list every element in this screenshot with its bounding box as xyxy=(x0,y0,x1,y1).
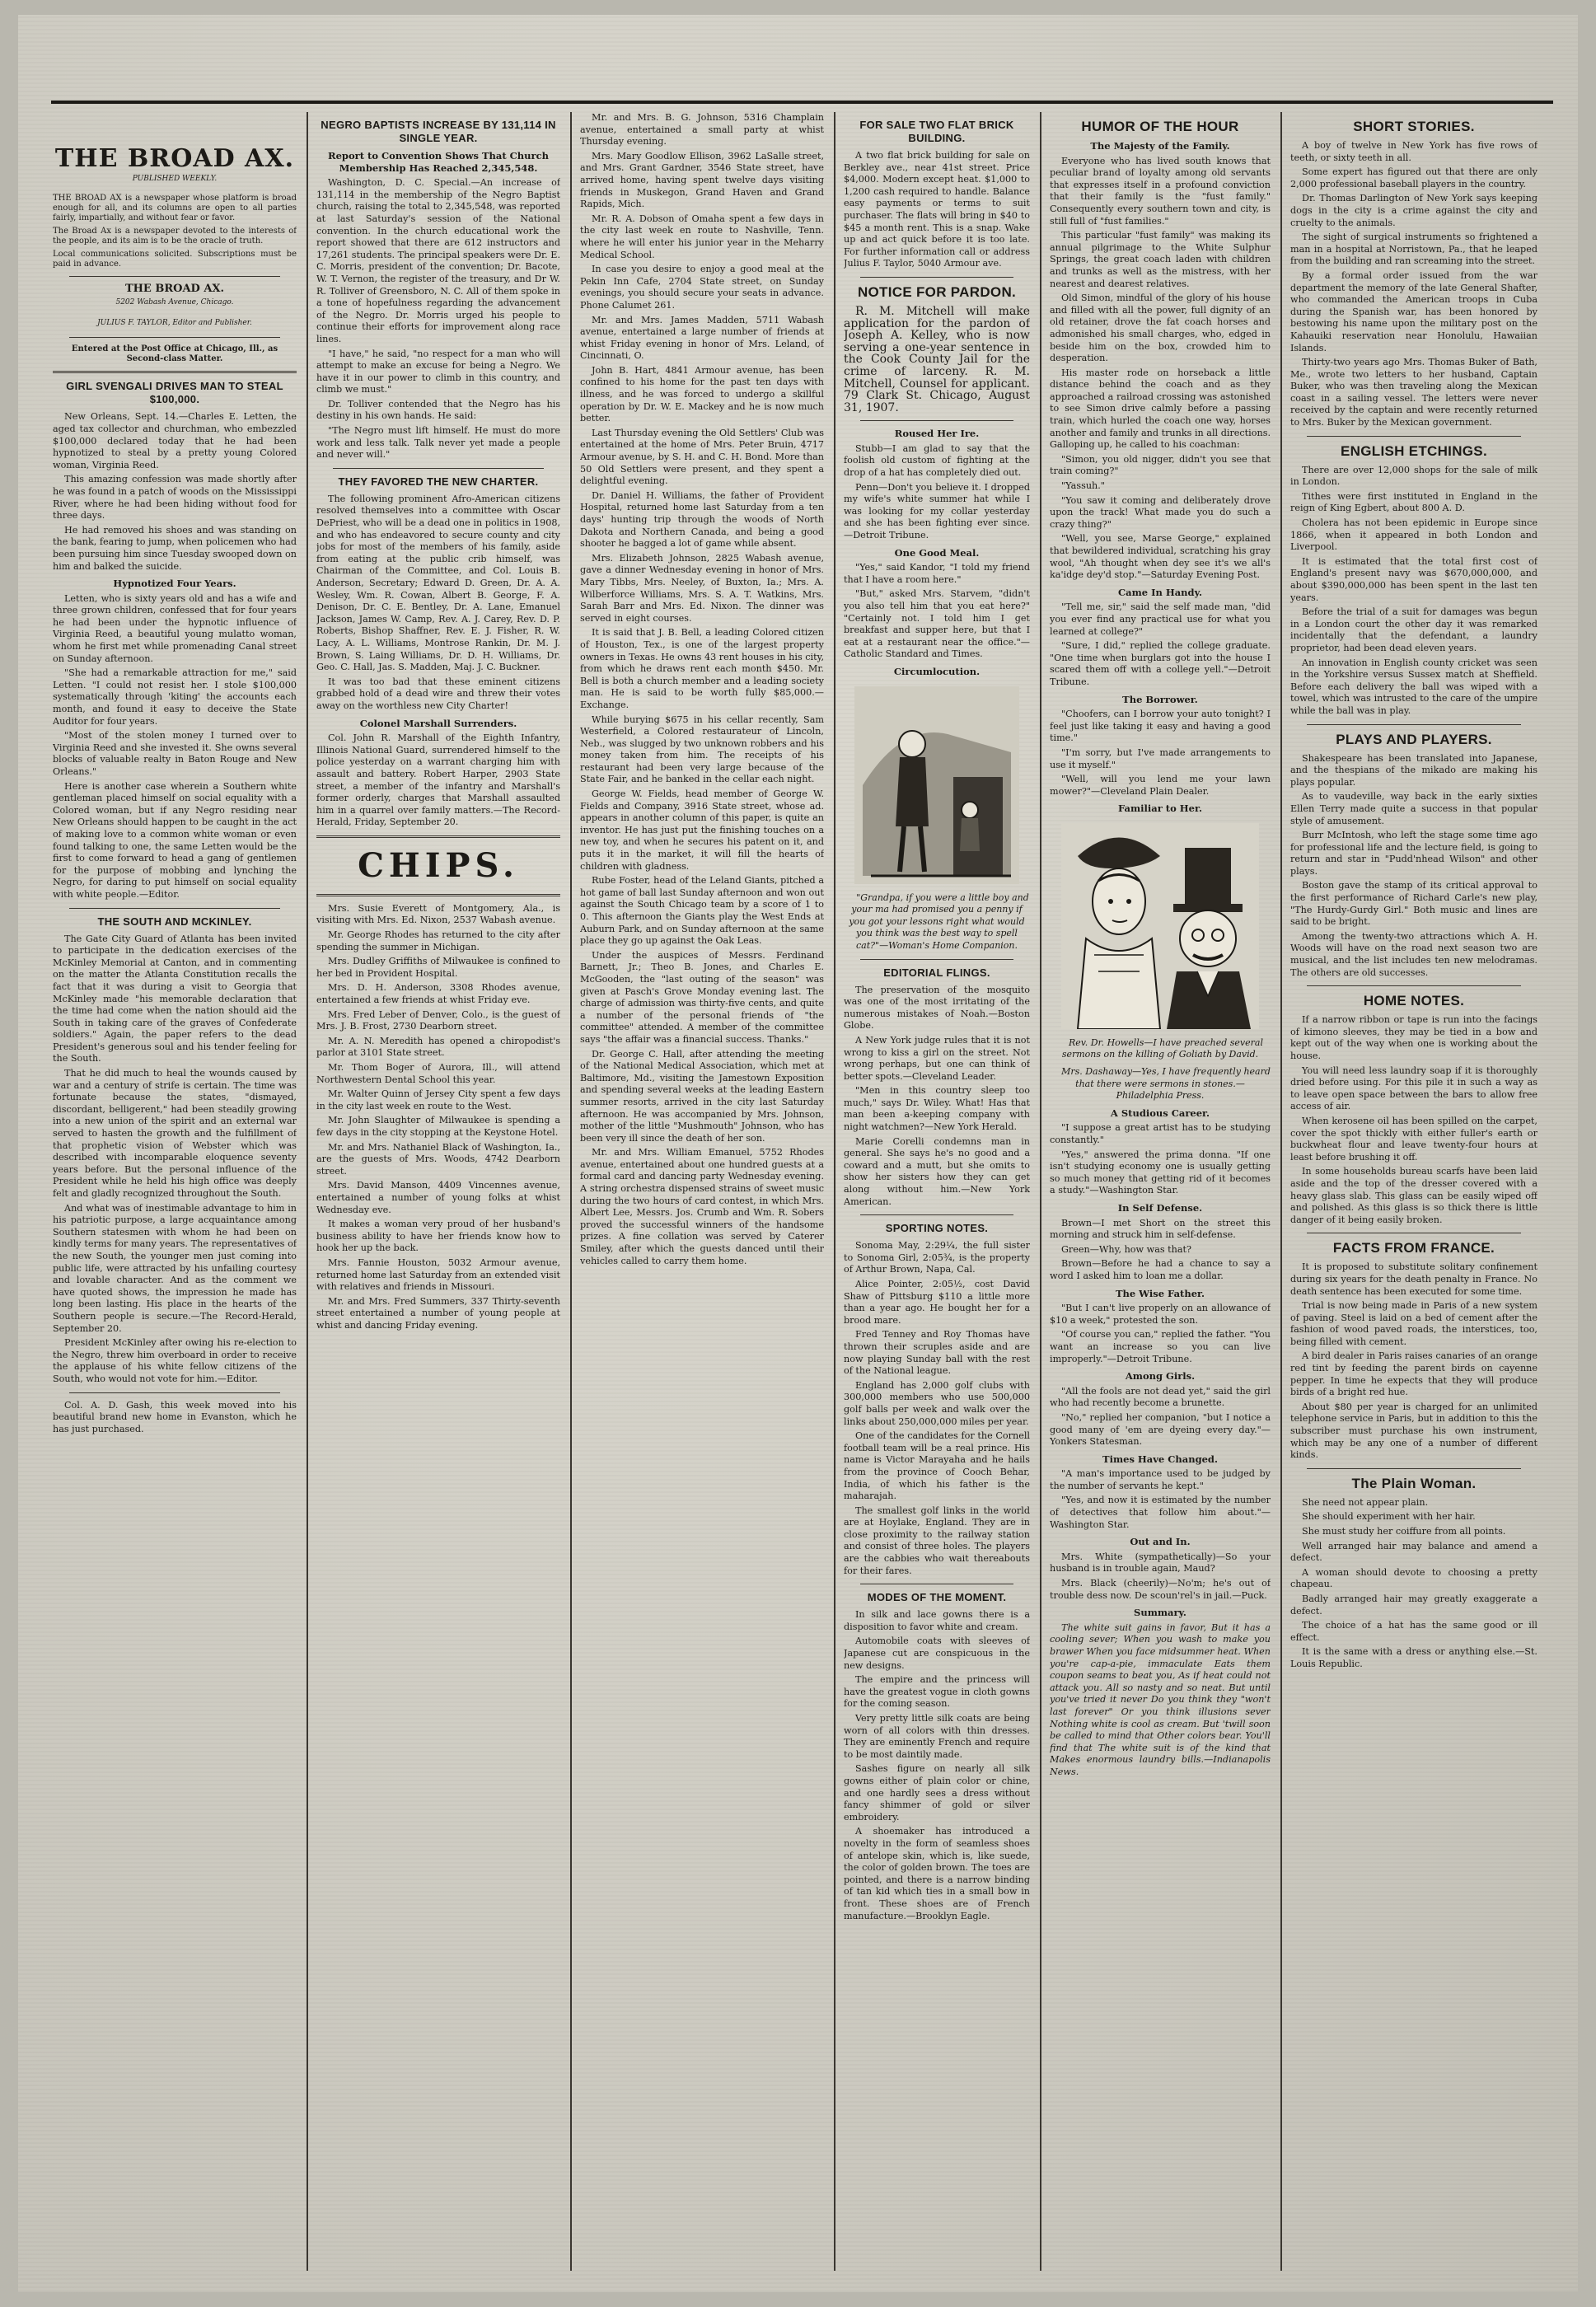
masthead-publisher: JULIUS F. TAYLOR, Editor and Publisher. xyxy=(97,318,252,327)
paragraph: That he did much to heal the wounds caused by war and a century of strife is certain. The time was fortunate because the states, "dismayed, discordant, belligerent," had been steadily growing into a new union of the spirit and an external war served to hasten the growth and the fulfillment of that prophetic vision of Webster which was described with incomparable eloquence seventy years before. But the personal influence of the President while he held his high office was deeply felt and gladly recognized throughout the South. xyxy=(53,1068,297,1199)
paragraph: Mrs. Susie Everett of Montgomery, Ala., is visiting with Mrs. Ed. Nixon, 2537 Wabash avenue. xyxy=(316,902,560,926)
paragraph: "She had a remarkable attraction for me," said Letten. "I could not resist her. I stole $100,000 systematically through 'kiting' the accounts each month, and found it easy to deceive the State Auditor for four years. xyxy=(53,667,297,727)
paragraph: Fred Tenney and Roy Thomas have thrown their scruples aside and are now playing Sunday ball with the rest of the National league. xyxy=(844,1329,1030,1377)
subheading: Roused Her Ire. xyxy=(894,428,980,440)
paragraph: Here is another case wherein a Southern white gentleman placed himself on social equality with a Colored woman, but if any Negro residing near New Orleans should happen to be caught in the act of making love to a common white woman or even found talking to one, the same Letten would be the first to come forward to head a gang of gentlemen for the purpose of mobbing and lynching the Negro, for daring to put himself on social equality with white people.—Editor. xyxy=(53,780,297,900)
paragraph: "A man's importance used to be judged by the number of servants he kept." xyxy=(1050,1468,1271,1491)
paragraph: Mr. George Rhodes has returned to the city after spending the summer in Michigan. xyxy=(316,929,560,952)
paragraph: Mrs. D. H. Anderson, 3308 Rhodes avenue, entertained a few friends at whist Friday eve. xyxy=(316,982,560,1006)
paragraph: Mr. and Mrs. B. G. Johnson, 5316 Champlain avenue, entertained a small party at whist Thursday evening. xyxy=(580,112,824,147)
subheading: Hypnotized Four Years. xyxy=(113,578,236,590)
paragraph: When kerosene oil has been spilled on the carpet, cover the spot thickly with either fuller's earth or buckwheat flour and leave twenty-four hours at least before brushing it off. xyxy=(1290,1115,1537,1163)
paragraph: The choice of a hat has the same good or ill effect. xyxy=(1290,1620,1537,1643)
headline: NEGRO BAPTISTS INCREASE BY 131,114 IN SINGLE YEAR. xyxy=(321,119,556,144)
paragraph: Green—Why, how was that? xyxy=(1061,1243,1192,1255)
paragraph: The empire and the princess will have the greatest vogue in cloth gowns for the coming season. xyxy=(844,1674,1030,1710)
paragraph: Mr. and Mrs. Fred Summers, 337 Thirty-seventh street entertained a number of young people at whist and dancing Friday evening. xyxy=(316,1295,560,1331)
paragraph: While burying $675 in his cellar recently, Sam Westerfield, a Colored restaurateur of Lincoln, Neb., was slugged by two unknown robbers and his money taken from him. The receipts of his restaurant had been very large because of the State Fair, and he banked in the cellar each night. xyxy=(580,714,824,785)
top-rule xyxy=(51,101,1553,104)
cartoon-caption: Rev. Dr. Howells—I have preached several sermons on the killing of Goliath by David. xyxy=(1061,1037,1263,1060)
paragraph: New Orleans, Sept. 14.—Charles E. Letten, the aged tax collector and churchman, who embezzled $100,000 declared today that he had been hypnotized to steal by a pretty young Colored woman, Virginia Reed. xyxy=(53,411,297,470)
paragraph: England has 2,000 golf clubs with 300,000 members who use 500,000 golf balls per week and walk over the links about 250,000,000 miles per year. xyxy=(844,1379,1030,1427)
paragraph: It was too bad that these eminent citizens grabbed hold of a dead wire and threw their votes away on the worthless new City Charter! xyxy=(316,676,560,711)
paragraph: Boston gave the stamp of its critical approval to the first performance of Richard Carle's new play, "The Hurdy-Gurdy Girl." Both music and lines are said to be bright. xyxy=(1290,880,1537,928)
paragraph: She need not appear plain. xyxy=(1302,1496,1429,1508)
paragraph: Among the twenty-two attractions which A. H. Woods will have on the road next season two are musical, and the list includes ten new melodramas. The others are old successes. xyxy=(1290,930,1537,978)
headline: MODES OF THE MOMENT. xyxy=(867,1591,1007,1604)
paragraph: Shakespeare has been translated into Japanese, and the thespians of the mikado are making his plays popular. xyxy=(1290,752,1537,788)
paragraph: It is the same with a dress or anything else.—St. Louis Republic. xyxy=(1290,1646,1537,1669)
headline: HOME NOTES. xyxy=(1363,993,1465,1009)
paragraph: Col. A. D. Gash, this week moved into his beautiful brand new home in Evanston, which he has just purchased. xyxy=(53,1399,297,1434)
paragraph: "Yes," said Kandor, "I told my friend that I have a room here." xyxy=(844,562,1030,585)
paragraph: "But," asked Mrs. Starvem, "didn't you also tell him that you eat here?" "Certainly not. I told him I get breakfast and supper here, but that I eat at a restaurant near the office."—Catholic Standard and Times. xyxy=(844,588,1030,660)
subheading: Familiar to Her. xyxy=(1118,803,1202,815)
headline: HUMOR OF THE HOUR xyxy=(1081,119,1239,134)
subheading: Report to Convention Shows That Church Membership Has Reached 2,345,548. xyxy=(328,150,549,174)
paragraph: She must study her coiffure from all points. xyxy=(1302,1526,1506,1537)
paragraph: Tithes were first instituted in England in the reign of King Egbert, about 800 A. D. xyxy=(1290,490,1537,514)
masthead-subtitle: PUBLISHED WEEKLY. xyxy=(132,175,218,183)
subheading: Circumlocution. xyxy=(893,665,981,677)
headline: THE SOUTH AND MCKINLEY. xyxy=(97,915,252,928)
paragraph: Automobile coats with sleeves of Japanese cut are conspicuous in the new designs. xyxy=(844,1635,1030,1671)
paragraph: Well arranged hair may balance and amend a defect. xyxy=(1290,1540,1537,1564)
paragraph: An innovation in English county cricket was seen in the Yorkshire versus Sussex match at Sheffield. Before each delivery the ball was wiped with a towel, which was intrusted to the care of the umpire while the ball was in play. xyxy=(1290,657,1537,716)
subheading: Out and In. xyxy=(1130,1536,1191,1548)
paragraph: "I suppose a great artist has to be studying constantly." xyxy=(1050,1122,1271,1146)
paragraph: In silk and lace gowns there is a disposition to favor white and cream. xyxy=(844,1609,1030,1632)
paragraph: Dr. George C. Hall, after attending the meeting of the National Medical Association, which met at Baltimore, Md., visiting the Jamestown Exposition and spending several weeks at the leading Eastern summer resorts, arrived in the city last Saturday afternoon. He was accompanied by Mrs. Johnson, mother of the little "Mushmouth" Johnson, who has been very ill since the death of her son. xyxy=(580,1048,824,1144)
paragraph: Mr. and Mrs. Nathaniel Black of Washington, Ia., are the guests of Mrs. Woods, 4742 Dearborn street. xyxy=(316,1141,560,1177)
paragraph: A bird dealer in Paris raises canaries of an orange red tint by feeding the parent birds on cayenne pepper. In time he expects that they will produce birds of a bright red hue. xyxy=(1290,1350,1537,1398)
paragraph: Dr. Daniel H. Williams, the father of Provident Hospital, returned home last Saturday from a ten days' hunting trip through the woods of North Dakota and Northern Canada, and being a good shooter he bagged a lot of game while absent. xyxy=(580,489,824,550)
masthead-notice: THE BROAD AX is a newspaper whose platform is broad enough for all, and its columns are open to all parties fairly, impartially, and without fear or favor. xyxy=(53,193,297,222)
paragraph: It makes a woman very proud of her husband's business ability to have her friends know how to hook her up the back. xyxy=(316,1219,560,1254)
paragraph: Cholera has not been epidemic in Europe since 1866, when it appeared in both London and Liverpool. xyxy=(1290,517,1537,553)
column-1 xyxy=(53,112,297,2271)
paragraph: Before the trial of a suit for damages was begun in a London court the other day it was remarked incidentally that the defendant, a laundry proprietor, had been dead eleven years. xyxy=(1290,606,1537,653)
paragraph: "But I can't live properly on an allowance of $10 a week," protested the son. xyxy=(1050,1303,1271,1326)
headline: GIRL SVENGALI DRIVES MAN TO STEAL $100,000. xyxy=(66,380,283,406)
headline: EDITORIAL FLINGS. xyxy=(883,966,990,979)
column-2 xyxy=(316,112,560,2271)
paragraph: This particular "fust family" was making its annual pilgrimage to the White Sulphur Springs, the great coach laden with children and trunks as well as the mistress, with her nearest and dearest relatives. xyxy=(1050,230,1271,289)
poem: The white suit gains in favor, But it has a cooling sever; When you wash to make you brawer When you face midsummer heat. When you're cap-a-pie, immaculate Eats them coupon seams to beat you, As if heat could not attack you. All so nasty and so neat. But until you've tried it never Do you think they "won't last forever" Or you think illusions sever Nothing white is cool as cream. But 'twill soon be called to mind that Other colors bear. You'll find that The white suit is of the kind that Makes enormous laundry bills.—Indianapolis News. xyxy=(1050,1621,1271,1777)
chips-heading: CHIPS. xyxy=(358,845,519,885)
illustration-caption: "Grandpa, if you were a little boy and your ma had promised you a penny if you got your lessons right what would you think was the best way to spell cat?"—Woman's Home Companion. xyxy=(849,891,1029,951)
paragraph: Mr. Thom Boger of Aurora, Ill., will attend Northwestern Dental School this year. xyxy=(316,1062,560,1085)
paragraph: Col. John R. Marshall of the Eighth Infantry, Illinois National Guard, surrendered himself to the police yesterday on a warrant charging him with assault and battery. Robert Harper, 2903 State street, a member of the infantry and Marshall's former orderly, charges that Marshall assaulted him in a quarrel over family matters.—The Record-Herald, Friday, September 20. xyxy=(316,732,560,828)
masthead-entered: Entered at the Post Office at Chicago, Ill., as Second-class Matter. xyxy=(71,344,278,364)
paragraph: His master rode on horseback a little distance behind the coach and as they approached a railroad crossing was astonished to see Simon drive calmly before a passing train, which hurled the coach one way, horses another and family and trunks in all directions. Galloping up, he called to his coachman: xyxy=(1050,367,1271,451)
paragraph: Mrs. Mary Goodlow Ellison, 3962 LaSalle street, and Mrs. Grant Gardner, 3546 State street, have arrived home, having spent twelve days visiting friends in Muskegon, Grand Haven and Grand Rapids, Mich. xyxy=(580,150,824,210)
paragraph: Mrs. David Manson, 4409 Vincennes avenue, entertained a number of young folks at whist Wednesday eve. xyxy=(316,1180,560,1215)
paragraph: Badly arranged hair may greatly exaggerate a defect. xyxy=(1290,1593,1537,1617)
headline: FOR SALE TWO FLAT BRICK BUILDING. xyxy=(859,119,1014,144)
paragraph: He had removed his shoes and was standing on the bank, fearing to jump, when policemen who had been pursuing him since Tuesday swooped down on him and balked the suicide. xyxy=(53,524,297,572)
paragraph: "Choofers, can I borrow your auto tonight? I feel just like taking it easy and having a good time." xyxy=(1050,709,1271,744)
paragraph: "No," replied her companion, "but I notice a good many of 'em are dyeing every day."—Yonkers Statesman. xyxy=(1050,1411,1271,1448)
paragraph: Mr. R. A. Dobson of Omaha spent a few days in the city last week en route to Nashville, Tenn. where he will enter his junior year in the Meharry Medical School. xyxy=(580,213,824,260)
paragraph: Brown—Before he had a chance to say a word I asked him to loan me a dollar. xyxy=(1050,1258,1271,1281)
paragraph: President McKinley after owing his re-election to the Negro, threw him overboard in order to receive the applause of his white fellow citizens of the South, who would not vote for him.—Editor. xyxy=(53,1337,297,1384)
masthead-title: THE BROAD AX. xyxy=(54,144,295,173)
column-5 xyxy=(1050,112,1271,2271)
subheading: The Borrower. xyxy=(1122,693,1198,705)
grandpa-illustration xyxy=(854,686,1019,884)
column-6 xyxy=(1290,112,1537,2271)
paragraph: A shoemaker has introduced a novelty in the form of seamless shoes of antelope skin, which is, like suede, the color of golden brown. The toes are pointed, and there is a narrow binding of tan kid which ties in a small bow in front. These shoes are of French manufacture.—Brooklyn Eagle. xyxy=(844,1826,1030,1921)
subheading: Came In Handy. xyxy=(1118,586,1202,598)
paragraph: Very pretty little silk coats are being worn of all colors with thin dresses. They are eminently French and require to be most daintily made. xyxy=(844,1713,1030,1760)
paragraph: Burr McIntosh, who left the stage some time ago for professional life and the lecture field, is going to return and star in "Pudd'nhead Wilson" and other plays. xyxy=(1290,830,1537,877)
paragraph: Mr. and Mrs. William Emanuel, 5752 Rhodes avenue, entertained about one hundred guests at a formal card and dancing party Wednesday evening. A string orchestra dispensed strains of sweet music during the two hours of card contest, in which Mrs. Albert Lee, Messrs. Jos. Crumb and Wm. R. Sobers proved the successful winners of the handsome prizes. A fine collation was served by Caterer Smiley, after which the guests danced until their vehicles called to carry them home. xyxy=(580,1147,824,1266)
subheading: Colonel Marshall Surrenders. xyxy=(359,717,517,729)
subheading: The Wise Father. xyxy=(1115,1287,1205,1299)
paragraph: Penn—Don't you believe it. I dropped my wife's white summer hat while I was looking for my collar yesterday and she has been fighting ever since. —Detroit Tribune. xyxy=(844,481,1030,541)
paragraph: Letten, who is sixty years old and has a wife and three grown children, confessed that for four years he had been under the hypnotic influence of Virginia Reed, a beautiful young mulatto woman, whom he first met while promenading Canal street on Sunday afternoon. xyxy=(53,592,297,664)
paragraph: "Sure, I did," replied the college graduate. "One time when burglars got into the house I scared them off with a college yell."—Detroit Tribune. xyxy=(1050,640,1271,687)
paragraph: "Simon, you old nigger, didn't you see that train coming?" xyxy=(1050,453,1271,477)
subheading: The Majesty of the Family. xyxy=(1090,140,1230,152)
paragraph: A New York judge rules that it is not wrong to kiss a girl on the street. Not wrong perhaps, but one can think of better spots.—Cleveland Leader. xyxy=(844,1034,1030,1082)
paragraph: R. M. Mitchell will make application for the pardon of Joseph A. Kelley, who is now serving a one-year sentence in the Cook County Jail for the crime of larceny. R. M. Mitchell, Counsel for applicant. 79 Clark St. Chicago, August 31, 1907. xyxy=(844,304,1030,414)
subheading: Summary. xyxy=(1134,1607,1186,1619)
paragraph: "The Negro must lift himself. He must do more work and less talk. Talk never yet made a people and never will." xyxy=(316,425,560,461)
paragraph: Under the auspices of Messrs. Ferdinand Barnett, Jr.; Theo B. Jones, and Charles E. McGooden, the "last outing of the season" was given at Pasch's Grove Monday evening last. The charge of admission was thirty-five cents, and quite a number of the personal friends of "the committee" attended. A member of the committee says "the affair was a financial success. Thanks." xyxy=(580,949,824,1045)
paragraph: In some households bureau scarfs have been laid aside and the top of the dresser covered with a heavy glass slab. This glass can be easily wiped off and polished. As this glass is so thick there is little danger of it being easily broken. xyxy=(1290,1166,1537,1225)
masthead-notice: The Broad Ax is a newspaper devoted to the interests of the people, and its aim is to be the oracle of truth. xyxy=(53,226,297,246)
paragraph: "Yassuh." xyxy=(1061,480,1105,492)
subheading: A Studious Career. xyxy=(1110,1107,1210,1119)
paragraph: Mr. A. N. Meredith has opened a chiropodist's parlor at 3101 State street. xyxy=(316,1035,560,1059)
paragraph: By a formal order issued from the war department the memory of the late General Shafter, who commanded the American troops in Cuba during the Spanish war, has been honored by bestowing his name upon the military post on the Kahauiki reservation near Honolulu, Hawaiian Islands. xyxy=(1290,269,1537,353)
paragraph: There are over 12,000 shops for the sale of milk in London. xyxy=(1290,464,1537,488)
paragraph: "Of course you can," replied the father. "You want an increase so you can live improperly."—Detroit Tribune. xyxy=(1050,1329,1271,1364)
paragraph: It is proposed to substitute solitary confinement during six years for the death penalty in France. No death sentence has been executed for some time. xyxy=(1290,1261,1537,1297)
paragraph: It is said that J. B. Bell, a leading Colored citizen of Houston, Tex., is one of the largest property owners in Texas. He owns 43 rent houses in his city, from which he draws rent each month $450. Mr. Bell is both a church member and a leading society man. He is said to be worth fully $85,000.—Exchange. xyxy=(580,627,824,710)
paragraph: Some expert has figured out that there are only 2,000 professional baseball players in the country. xyxy=(1290,166,1537,190)
subheading: In Self Defense. xyxy=(1117,1202,1203,1214)
paragraph: "Well, will you lend me your lawn mower?"—Cleveland Plain Dealer. xyxy=(1050,774,1271,797)
newspaper-page xyxy=(18,15,1578,2292)
paragraph: Thirty-two years ago Mrs. Thomas Buker of Bath, Me., wrote two letters to her husband, Captain Buker, who was then traveling along the Mexican coast in a sailing vessel. The letters were never received by the captain and were recently returned to Mrs. Buker by the Mexican government. xyxy=(1290,357,1537,428)
paragraph: The Gate City Guard of Atlanta has been invited to participate in the dedication exercises of the McKinley Memorial at Canton, and in commenting on the matter the Atlanta Constitution recalls the fact that it was during a visit to Georgia that McKinley made "his memorable declaration that the time had come when the nation should aid the South in taking care of the graves of Confederate soldiers." Again, the paper refers to the dead President's generous soul and his tender feeling for the South. xyxy=(53,933,297,1065)
paragraph: It is estimated that the total first cost of England's present navy was $670,000,000, and about $390,000,000 has been spent in the last ten years. xyxy=(1290,555,1537,603)
paragraph: And what was of inestimable advantage to him in his patriotic purpose, a large acquaintance among Southern statesmen with whom he had been on kindly terms for many years. The representatives of the new South, the younger men just coming into public life, were attracted by his unfailing courtesy and lovable character. And as the comment we have quoted shows, the impression he made has long been lasting. His place in the hearts of the Southern people is secure.—The Record-Herald, September 20. xyxy=(53,1202,297,1334)
paragraph: George W. Fields, head member of George W. Fields and Company, 3916 State street, whose ad. appears in another column of this paper, is quite an inventor. He has just put the finishing touches on a new toy, and when he secures his patent on it, and puts it in the market, it will fill the hearts of children with gladness. xyxy=(580,788,824,872)
paragraph: This amazing confession was made shortly after he was found in a patch of woods on the Mississippi River, where he had been hiding without food for three days. xyxy=(53,474,297,522)
subheading: One Good Meal. xyxy=(894,546,980,559)
masthead-notice: Local communications solicited. Subscriptions must be paid in advance. xyxy=(53,249,297,269)
paragraph: The smallest golf links in the world are at Hoylake, England. They are in close proximity to the railway station and consist of three holes. The players are the cabbies who wait thereabouts for their fares. xyxy=(844,1504,1030,1576)
paragraph: As to vaudeville, way back in the early sixties Ellen Terry made quite a success in that popular style of amusement. xyxy=(1290,791,1537,826)
paragraph: "All the fools are not dead yet," said the girl who had recently become a brunette. xyxy=(1050,1385,1271,1409)
paragraph: The preservation of the mosquito was one of the most irritating of the numerous mistakes of Noah.—Boston Globe. xyxy=(844,984,1030,1032)
paragraph: A boy of twelve in New York has five rows of teeth, or sixty teeth in all. xyxy=(1290,140,1537,163)
cartoon-caption: Mrs. Dashaway—Yes, I have frequently heard that there were sermons in stones.—Philadelphia Press. xyxy=(1061,1066,1271,1102)
paragraph: Last Thursday evening the Old Settlers' Club was entertained at the home of Mrs. Peter Bruin, 4717 Armour avenue, by S. H. and C. H. Bond. More than 50 Old Settlers were present, and they spent a delightful evening. xyxy=(580,427,824,487)
paragraph: Mrs. White (sympathetically)—So your husband is in trouble again, Maud? xyxy=(1050,1551,1271,1575)
paragraph: "Tell me, sir," said the self made man, "did you ever find any practical use for what you learned at college?" xyxy=(1050,601,1271,637)
paragraph: John B. Hart, 4841 Armour avenue, has been confined to his home for the past ten days with illness, and he was forced to undergo a skillful operation by Dr. W. E. Mackey and he is now much better. xyxy=(580,364,824,424)
paragraph: Mr. Walter Quinn of Jersey City spent a few days in the city last week en route to the West. xyxy=(316,1088,560,1111)
masthead xyxy=(53,145,297,364)
paragraph: One of the candidates for the Cornell football team will be a real prince. His name is Victor Marayaha and he hails from the province of Cooch Behar, India, of which his father is the maharajah. xyxy=(844,1430,1030,1502)
paragraph: Mr. John Slaughter of Milwaukee is spending a few days in the city stopping at the Keystone Hotel. xyxy=(316,1115,560,1138)
paragraph: Mrs. Black (cheerily)—No'm; he's out of trouble dess now. De scoun'rel's in jail.—Puck. xyxy=(1050,1578,1271,1601)
paragraph: A woman should devote to choosing a pretty chapeau. xyxy=(1290,1566,1537,1590)
paragraph: The sight of surgical instruments so frightened a man in a hospital at Norristown, Pa., that he leaped from the building and ran screaming into the street. xyxy=(1290,232,1537,267)
headline: FACTS FROM FRANCE. xyxy=(1332,1240,1495,1256)
paragraph: Rube Foster, head of the Leland Giants, pitched a hot game of ball last Sunday afternoon and won out against the South Chicago team by a score of 1 to 0. This afternoon the Giants play the West Ends at Auburn Park, and on Sunday afternoon at the same place they go up against the Oak Leas. xyxy=(580,875,824,947)
paragraph: Old Simon, mindful of the glory of his house and filled with all the power, full dignity of an old retainer, drove the fat coach horses and admonished his small charges, who, edged in beside him on the box, crowded him to desperation. xyxy=(1050,292,1271,364)
headline: NOTICE FOR PARDON. xyxy=(857,283,1017,300)
headline: PLAYS AND PLAYERS. xyxy=(1336,731,1492,747)
paragraph: Dr. Tolliver contended that the Negro has his destiny in his own hands. He said: xyxy=(316,398,560,422)
paragraph: Sonoma May, 2:29¼, the full sister to Sonoma Girl, 2:05¾, is the property of Arthur Brown, Napa, Cal. xyxy=(844,1240,1030,1275)
paragraph: About $80 per year is charged for an unlimited telephone service in Paris, but in addition to this the subscriber must purchase his own instrument, which may be any one of a number of different kinds. xyxy=(1290,1401,1537,1461)
paragraph: Marie Corelli condemns man in general. She says he's no good and a coward and a mutt, but she omits to show her sisters how they can get along without him.—New York American. xyxy=(844,1135,1030,1207)
paragraph: A two flat brick building for sale on Berkley ave., near 41st street. Price $4,000. Modern except heat. $1,000 to 1,200 cash required to handle. Balance easy payments or terms to suit purchaser. The flats will bring in $40 to $45 a month rent. This is a snap. Wake up and act quick before it is too late. For further information call or address Julius F. Taylor, 5040 Armour ave. xyxy=(844,150,1030,269)
paragraph: In case you desire to enjoy a good meal at the Pekin Inn Cafe, 2704 State street, on Sunday evenings, you should secure your seats in advance. Phone Calumet 261. xyxy=(580,264,824,311)
masthead-name: THE BROAD AX. xyxy=(124,282,225,295)
paragraph: Mrs. Fannie Houston, 5032 Armour avenue, returned home last Saturday from an extended visit with relatives and friends in Missouri. xyxy=(316,1256,560,1293)
paragraph: "Yes," answered the prima donna. "If one isn't studying economy one is usually getting so much money that getting rid of it becomes a study."—Washington Star. xyxy=(1050,1149,1271,1196)
masthead-address: 5202 Wabash Avenue, Chicago. xyxy=(115,298,234,307)
paragraph: She should experiment with her hair. xyxy=(1302,1511,1476,1523)
headline: THEY FAVORED THE NEW CHARTER. xyxy=(338,475,539,488)
paragraph: Mrs. Dudley Griffiths of Milwaukee is confined to her bed in Provident Hospital. xyxy=(316,956,560,979)
paragraph: "I have," he said, "no respect for a man who will attempt to make an excuse for being a Negro. We have it in our power to climb in this country, and climb we must." xyxy=(316,348,560,395)
paragraph: Brown—I met Short on the street this morning and struck him in self-defense. xyxy=(1050,1217,1271,1241)
paragraph: "Well, you see, Marse George," explained that bewildered individual, scratching his gray wool, "Ah thought when dey see it's we all's ka'idge dey'd stop."—Saturday Evening Post. xyxy=(1050,533,1271,581)
paragraph: "Most of the stolen money I turned over to Virginia Reed and she invested it. She owns several blocks of valuable realty in Baton Rouge and New Orleans." xyxy=(53,730,297,777)
paragraph: Sashes figure on nearly all silk gowns either of plain color or chine, and one hardly sees a dress without fancy shimmer of gold or silver embroidery. xyxy=(844,1763,1030,1823)
headline: The Plain Woman. xyxy=(1351,1475,1477,1491)
paragraph: "Yes, and now it is estimated by the number of detectives that follow him about."—Washington Star. xyxy=(1050,1495,1271,1530)
column-3 xyxy=(580,112,824,2271)
headline: SHORT STORIES. xyxy=(1353,119,1475,134)
paragraph: Alice Pointer, 2:05½, cost David Shaw of Pittsburg $110 a little more than a year ago. He bought her for a brood mare. xyxy=(844,1279,1030,1326)
paragraph: Stubb—I am glad to say that the foolish old custom of fighting at the drop of a hat has completely died out. xyxy=(844,442,1030,479)
column-4 xyxy=(844,112,1030,2271)
cartoon-illustration xyxy=(1061,823,1259,1029)
paragraph: Washington, D. C. Special.—An increase of 131,114 in the membership of the Negro Baptist church, raising the total to 2,345,548, was reported at last Saturday's session of the National convention. In the church educational work the report showed that there are 612 instructors and 17,261 students. The principal speakers were Dr. E. C. Morris, president of the convention; Dr. Bacote, W. T. Vernon, the register of the treasury, and Dr W. R. Tolliver of Greensboro, N. C. All of them spoke in a tone of hopefulness regarding the advancement of the Negro. Dr. Morris urged his people to continue their efforts for improvement along race lines. xyxy=(316,177,560,344)
headline: SPORTING NOTES. xyxy=(885,1222,989,1235)
headline: ENGLISH ETCHINGS. xyxy=(1341,442,1487,459)
paragraph: Trial is now being made in Paris of a new system of paving. Steel is laid on a bed of cement after the fashion of wood paved roads, the interstices, too, being filled with cement. xyxy=(1290,1300,1537,1347)
paragraph: Mrs. Elizabeth Johnson, 2825 Wabash avenue, gave a dinner Wednesday evening in honor of Mrs. Mary Tibbs, Mrs. Neeley, of Buxton, Ia.; Mrs. A. Wilberforce Williams, Mrs. S. A. T. Watkins, Mrs. Sarah Barr and Mrs. Ed. Nixon. The dinner was served in eight courses. xyxy=(580,552,824,624)
subheading: Among Girls. xyxy=(1125,1370,1196,1383)
paragraph: "I'm sorry, but I've made arrangements to use it myself." xyxy=(1050,746,1271,770)
paragraph: The following prominent Afro-American citizens resolved themselves into a committee with Oscar DePriest, who will be a dead one in politics in 1908, and who has endeavored to secure county and city jobs for most of the members of his family, aside from eating at the public crib himself, was Chairman of the Committee, and Col. Louis B. Anderson, Secretary; Edward D. Green, Dr. A. A. Wesley, Wm. R. Cowan, Albert B. George, F. A. Denison, Dr. C. E. Bentley, Dr. A. Lane, Emanuel Jackson, James W. Camp, Rev. A. J. Carey, Rev. D. P. Roberts, Bishop Shaffner, Rev. E. J. Fisher, R. W. Lacy, A. L. Williams, Montrose Rankin, Dr. M. J. Brown, S. Laing Williams, Dr. D. H. Williams, Dr. Geo. C. Hall, Jas. S. Madden, Maj. J. C. Buckner. xyxy=(316,493,560,673)
paragraph: "You saw it coming and deliberately drove upon the track! What made you do such a crazy thing?" xyxy=(1050,494,1271,530)
paragraph: You will need less laundry soap if it is thoroughly dried before using. For this pile it in such a way as to leave open space between the bars to allow free access of air. xyxy=(1290,1065,1537,1112)
paragraph: If a narrow ribbon or tape is run into the facings of kimono sleeves, they may be tied in a bow and kept out of the way when one is working about the house. xyxy=(1290,1014,1537,1061)
paragraph: Mrs. Fred Leber of Denver, Colo., is the guest of Mrs. J. B. Frost, 2730 Dearborn street. xyxy=(316,1008,560,1032)
paragraph: "Men in this country sleep too much," says Dr. Wiley. What! Has that man been a-keeping company with night watchmen?—New York Herald. xyxy=(844,1085,1030,1133)
paragraph: Everyone who has lived south knows that peculiar brand of loyalty among old servants that expresses itself in a profound conviction that their family is the "fust family." Consequently every southern town and city, is still full of "fust families." xyxy=(1050,155,1271,227)
paragraph: Mr. and Mrs. James Madden, 5711 Wabash avenue, entertained a large number of friends at whist Friday evening in honor of Mrs. Leland, of Cincinnati, O. xyxy=(580,314,824,362)
paragraph: Dr. Thomas Darlington of New York says keeping dogs in the city is a crime against the city and cruelty to the animals. xyxy=(1290,193,1537,228)
subheading: Times Have Changed. xyxy=(1102,1453,1218,1465)
